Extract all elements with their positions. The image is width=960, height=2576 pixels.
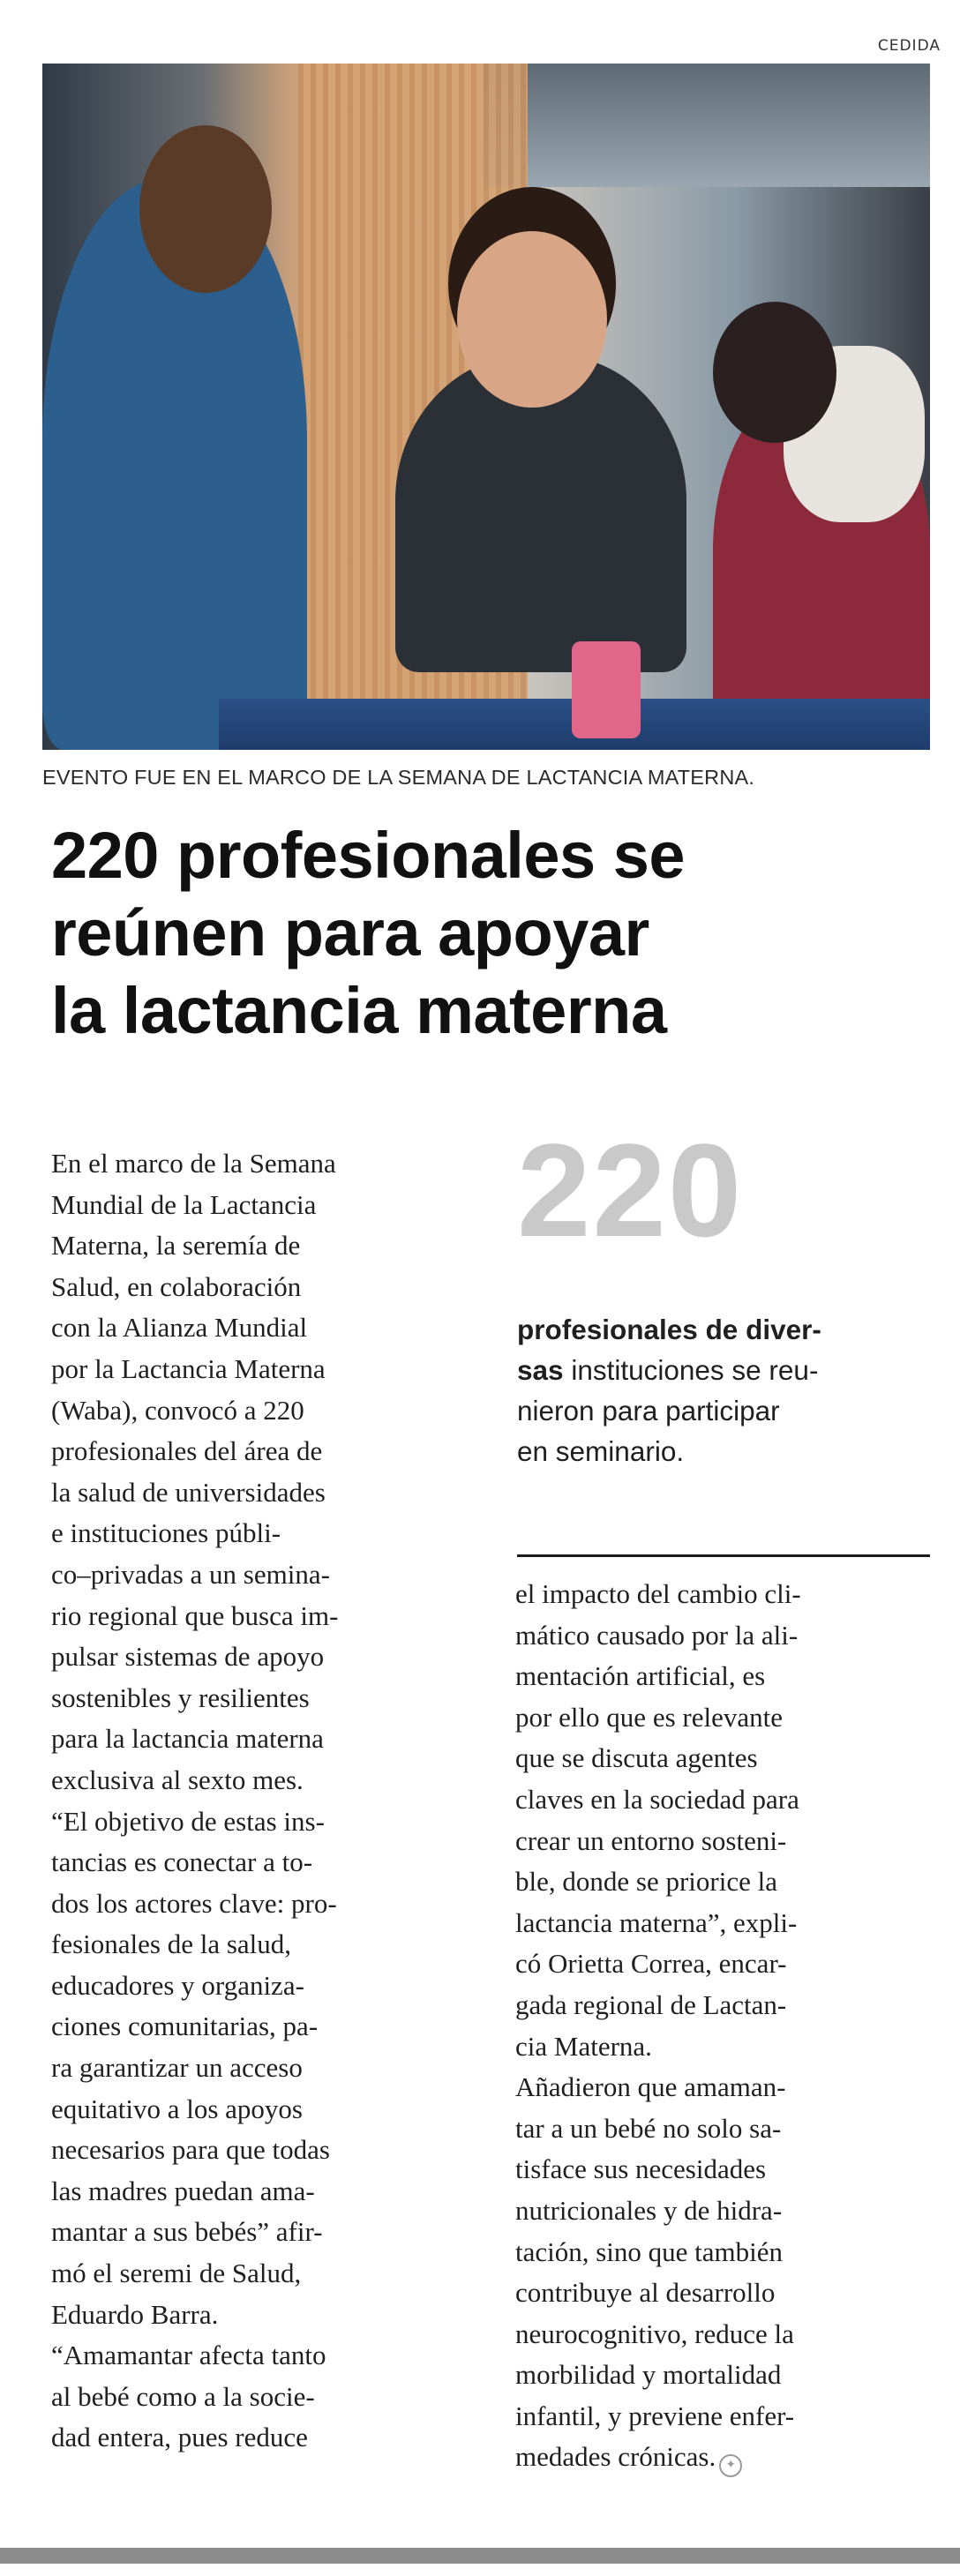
body-text-line: las madres puedan ama-	[51, 2175, 315, 2206]
body-text-line: Añadieron que amaman-	[515, 2071, 786, 2103]
stat-text-bold: profesionales de diver-	[517, 1314, 821, 1345]
body-text-line: Mundial de la Lactancia	[51, 1188, 317, 1220]
body-text-line: “El objetivo de estas ins-	[51, 1805, 325, 1837]
body-text-line: (Waba), convocó a 220	[51, 1394, 304, 1426]
body-text-line: có Orietta Correa, encar-	[515, 1948, 787, 1980]
stat-text-regular: instituciones se reu-	[563, 1354, 819, 1386]
stat-number: 220	[517, 1116, 744, 1264]
stat-text-line	[517, 1390, 932, 1431]
stat-text-regular: nieron para participar	[517, 1395, 780, 1427]
photo-ceiling	[484, 64, 930, 187]
headline-line: la lactancia materna	[51, 974, 667, 1047]
body-text-line: tisface sus necesidades	[515, 2153, 767, 2185]
body-text-line: Materna, la seremía de	[51, 1230, 301, 1262]
body-text-line: mó el seremi de Salud,	[51, 2258, 302, 2289]
body-text-line: tación, sino que también	[515, 2235, 784, 2267]
body-text-line: tar a un bebé no solo sa-	[515, 2112, 782, 2144]
body-text-line: gada regional de Lactan-	[515, 1988, 787, 2020]
column-divider	[517, 1554, 930, 1557]
article-photo	[42, 64, 930, 750]
body-text-line: “Amamantar afecta tanto	[51, 2340, 326, 2371]
body-text-line: que se discuta agentes	[515, 1742, 758, 1774]
body-text-line: al bebé como a la socie-	[51, 2380, 315, 2412]
body-text-line: En el marco de la Semana	[51, 1148, 336, 1179]
body-text-line: equitativo a los apoyos	[51, 2093, 303, 2124]
body-text-line: dos los actores clave: pro-	[51, 1887, 337, 1919]
page-bottom-bar	[0, 2548, 960, 2564]
body-text-line: profesionales del área de	[51, 1435, 323, 1467]
stat-text-line	[517, 1431, 932, 1471]
body-text-line: co–privadas a un semina-	[51, 1558, 330, 1590]
body-text-line: Salud, en colaboración	[51, 1270, 302, 1302]
headline-line: reúnen para apoyar	[51, 896, 649, 970]
body-text-line: neurocognitivo, reduce la	[515, 2318, 794, 2349]
body-text-line: el impacto del cambio cli-	[515, 1578, 801, 1609]
body-text-line: Eduardo Barra.	[51, 2298, 219, 2330]
body-column-right	[515, 1574, 930, 2478]
body-text-line: e instituciones públi-	[51, 1517, 281, 1549]
body-text-line: ra garantizar un acceso	[51, 2052, 303, 2084]
body-text-line: lactancia materna”, expli-	[515, 1906, 798, 1938]
body-text-line: infantil, y previene enfer-	[515, 2400, 795, 2431]
body-text-line: educadores y organiza-	[51, 1969, 304, 2001]
body-text-line: fesionales de la salud,	[51, 1928, 292, 1960]
headline-line: 220 profesionales se	[51, 819, 686, 892]
body-text-line: contribuye al desarrollo	[515, 2277, 776, 2309]
stat-text-regular: en seminario.	[517, 1435, 685, 1467]
stat-text-bold: sas	[517, 1354, 564, 1386]
body-text-line: por la Lactancia Materna	[51, 1352, 326, 1384]
body-text-line: ciones comunitarias, pa-	[51, 2011, 319, 2042]
photo-person-right-head	[713, 302, 836, 443]
body-text-line: ble, donde se priorice la	[515, 1866, 777, 1898]
photo-caption: EVENTO FUE EN EL MARCO DE LA SEMANA DE LACTANCIA MATERNA.	[42, 766, 755, 789]
body-text-line: rio regional que busca im-	[51, 1599, 339, 1631]
body-text-line: con la Alianza Mundial	[51, 1312, 308, 1344]
stat-description	[517, 1309, 932, 1471]
body-text-line: pulsar sistemas de apoyo	[51, 1641, 325, 1673]
body-text-line: cia Materna.	[515, 2030, 652, 2062]
stat-text-line	[517, 1350, 932, 1390]
body-text-line: mático causado por la ali-	[515, 1619, 799, 1651]
body-column-left	[51, 1143, 478, 2459]
body-text-line: tancias es conectar a to-	[51, 1846, 313, 1878]
stat-text-line	[517, 1309, 932, 1350]
body-text-line: necesarios para que todas	[51, 2134, 330, 2166]
body-text-line: mentación artificial, es	[515, 1660, 766, 1692]
article-headline	[51, 817, 942, 1050]
body-text-line: dad entera, pues reduce	[51, 2422, 308, 2453]
photo-person-left-head	[139, 125, 272, 293]
photo-credit: CEDIDA	[877, 37, 941, 55]
body-text-line: claves en la sociedad para	[515, 1783, 799, 1815]
end-of-article-icon: ✦	[719, 2454, 742, 2477]
body-text-line: exclusiva al sexto mes.	[51, 1764, 304, 1795]
body-text-line: sostenibles y resilientes	[51, 1681, 310, 1713]
body-text-line: para la lactancia materna	[51, 1723, 324, 1755]
body-text-line: morbilidad y mortalidad	[515, 2359, 782, 2391]
photo-cup	[572, 641, 641, 738]
body-text-line: mantar a sus bebés” afir-	[51, 2216, 323, 2248]
body-text-line: crear un entorno sosteni-	[515, 1824, 787, 1856]
body-text-line: por ello que es relevante	[515, 1701, 783, 1733]
body-text-line: nutricionales y de hidra-	[515, 2194, 783, 2226]
photo-person-center-head	[457, 231, 607, 408]
body-text-line: medades crónicas. ✦	[515, 2437, 930, 2478]
body-text-line: la salud de universidades	[51, 1476, 326, 1508]
